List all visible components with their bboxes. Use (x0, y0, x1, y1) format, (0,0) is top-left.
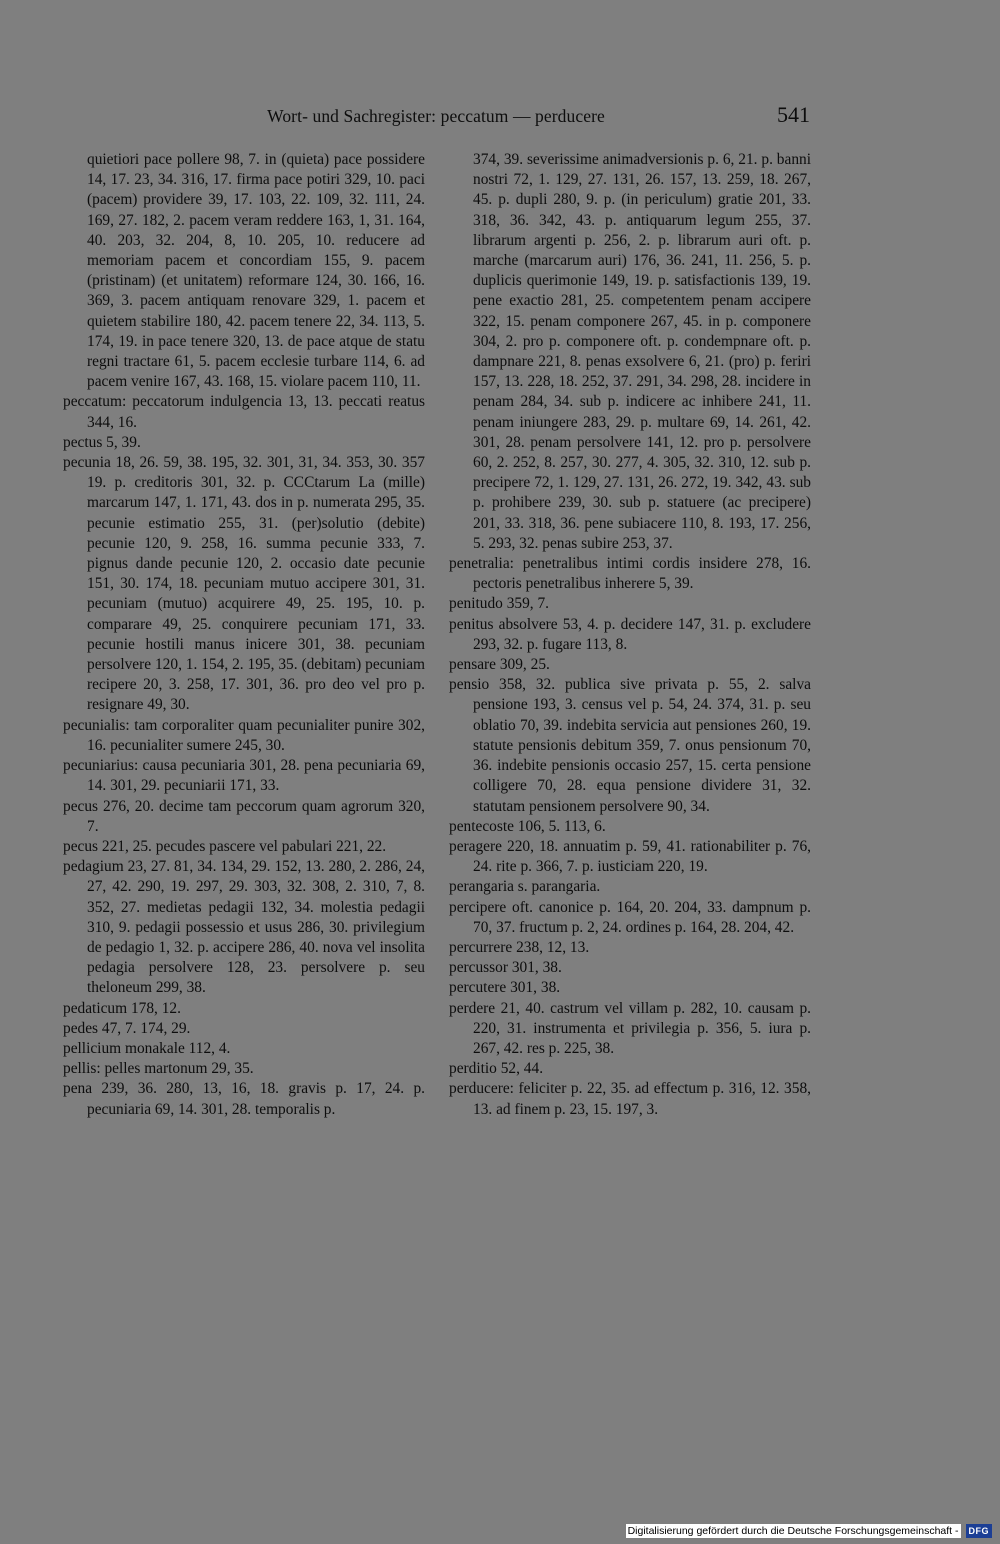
index-entry: pena 239, 36. 280, 13, 16, 18. gravis p. 17, 24. p. pecuniaria 69, 14. 301, 28. temporalis p. (63, 1080, 425, 1118)
index-entry: perditio 52, 44. (449, 1060, 544, 1078)
index-entry: peragere 220, 18. annuatim p. 59, 41. rationabiliter p. 76, 24. rite p. 366, 7. p. iusticiam 220, 19. (449, 837, 811, 876)
index-entry: pedes 47, 7. 174, 29. (63, 1019, 191, 1037)
index-entry: peccatum: peccatorum indulgencia 13, 13. peccati reatus 344, 16. (63, 393, 425, 431)
index-entry: pectus 5, 39. (63, 433, 141, 451)
index-entry: pensio 358, 32. publica sive privata p. 55, 2. salva pensione 193, 3. census vel p. 54, 24. 374, 31. p. seu oblatio 70, 39. indebita servicia aut pensiones 260, 19. statute pensionis debitum 359, 7. onus pensionum 70, 36. indebite pensionis occasio 257, 15. certa pensione colligere 70, 28. equa pensione dividere 31, 32. statutam pensionem persolvere 90, 34. (449, 676, 811, 815)
index-entry: 374, 39. severissime animadversionis p. 6, 21. p. banni nostri 72, 1. 129, 27. 131, 26. 157, 13. 259, 18. 267, 45. p. dupli 280, 9. p. (in periculum) gratie 201, 33. 318, 36. 342, 43. p. antiquarum legum 255, 37. librarum argenti p. 256, 2. p. librarum auri oft. p. marche (marcarum auri) 176, 36. 241, 11. 256, 5. p. duplicis querimonie 149, 19. p. satisfactionis 139, 19. pene exactio 281, 25. competentem penam accipere 322, 15. penam componere 267, 45. in p. componere 304, 2. pro p. componere oft. p. condempnare oft. p. dampnare 221, 8. penas exsolvere 6, 21. (pro) p. feriri 157, 13. 228, 18. 252, 37. 291, 34. 298, 28. incidere in penam 284, 34. sub p. indicere ac inhibere 241, 11. penam iniungere 283, 29. p. multare 69, 14. 261, 42. 301, 28. penam persolvere 141, 12. pro p. persolvere 60, 2. 252, 8. 257, 30. 277, 4. 305, 32. 310, 12. sub p. precipere 72, 1. 129, 27. 131, 26. 272, 19. 342, 43. sub p. prohibere 239, 30. sub p. statuere (ac precipere) 201, 33. 318, 36. pene subiacere 110, 8. 193, 17. 256, 5. 293, 32. penas subire 253, 37. (473, 151, 811, 552)
index-entry: penitus absolvere 53, 4. p. decidere 147, 31. p. excludere 293, 32. p. fugare 113, 8. (449, 615, 811, 653)
index-entry: penetralia: penetralibus intimi cordis insidere 278, 16. pectoris penetralibus inherere 5, 39. (449, 555, 811, 593)
index-entry: pentecoste 106, 5. 113, 6. (449, 817, 606, 835)
footer-credit (626, 1522, 992, 1540)
index-entry: pecunia 18, 26. 59, 38. 195, 32. 301, 31, 34. 353, 30. 357 19. p. creditoris 301, 32. p. CCCtarum La (mille) marcarum 147, 1. 171, 43. dos in p. numerata 295, 35. pecunie estimatio 255, 31. (per)solutio (debite) pecunie 120, 9. 258, 16. summa pecunie 333, 7. pignus dande pecunie 120, 2. occasio date pecunie 151, 30. 174, 18. pecuniam mutuo accipere 301, 31. pecuniam (mutuo) acquirere 49, 25. 195, 10. p. comparare 49, 25. conquirere pecuniam 171, 33. pecunie hostili manus inicere 301, 38. pecuniam persolvere 120, 1. 154, 2. 195, 35. (debitam) pecuniam recipere 20, 3. 258, 17. 301, 36. pro deo vel pro p. resignare 49, 30. (63, 454, 425, 714)
index-entry: percussor 301, 38. (449, 959, 562, 977)
index-entry: pecunialis: tam corporaliter quam pecunialiter punire 302, 16. pecunialiter sumere 245, 30. (63, 716, 425, 754)
index-entry: pedaticum 178, 12. (63, 999, 181, 1017)
index-entry: perducere: feliciter p. 22, 35. ad effectum p. 316, 12. 358, 13. ad finem p. 23, 15. 197, 3. (449, 1080, 811, 1118)
index-entry: percipere oft. canonice p. 164, 20. 204, 33. dampnum p. 70, 37. fructum p. 2, 24. ordines p. 164, 28. 204, 42. (449, 898, 811, 936)
footer-text: Digitalisierung gefördert durch die Deutsche Forschungsgemeinschaft - (627, 1525, 959, 1537)
page-number: 541 (777, 102, 810, 127)
index-entry: pellis: pelles martonum 29, 35. (63, 1060, 254, 1078)
index-entry: pecus 276, 20. decime tam peccorum quam agrorum 320, 7. (63, 797, 425, 835)
index-entry: pensare 309, 25. (449, 656, 550, 674)
index-entry: pedagium 23, 27. 81, 34. 134, 29. 152, 13. 280, 2. 286, 24, 27, 42. 290, 19. 297, 29. 303, 32. 308, 2. 310, 7, 8. 352, 27. medietas pedagii 132, 34. molestia pedagii 310, 9. pedagii possessio et usus 286, 30. privilegium de pedagio 1, 32. p. accipere 286, 40. nova vel insolita pedagia persolvere 128, 23. persolvere p. seu theloneum 299, 38. (63, 858, 425, 997)
dfg-logo: DFG (966, 1524, 993, 1538)
index-entry: quietiori pace pollere 98, 7. in (quieta) pace possidere 14, 17. 23, 34. 316, 17. firma pace potiri 329, 10. paci (pacem) providere 39, 17. 103, 22. 109, 32. 111, 24. 169, 27. 182, 2. pacem veram reddere 163, 1, 31. 164, 40. 203, 32. 204, 8, 10. 205, 10. reducere ad memoriam pacem et concordiam 155, 9. pacem (pristinam) (et unitatem) reformare 124, 30. 166, 16. 369, 3. pacem antiquam renovare 329, 1. pacem et quietem stabilire 180, 42. pacem tenere 22, 34. 113, 5. 174, 19. in pace tenere 320, 13. de pace atque de statu regni tractare 61, 5. pacem ecclesie turbare 114, 6. ad pacem venire 167, 43. 168, 15. violare pacem 110, 11. (87, 151, 425, 391)
index-entry: pecuniarius: causa pecuniaria 301, 28. pena pecuniaria 69, 14. 301, 29. pecuniarii 171, 33. (63, 757, 425, 795)
index-entry: pecus 221, 25. pecudes pascere vel pabulari 221, 22. (63, 837, 387, 855)
index-entry: percurrere 238, 12, 13. (449, 938, 590, 956)
index-entry: perangaria s. parangaria. (449, 878, 601, 896)
right-column (449, 150, 811, 1120)
index-entry: penitudo 359, 7. (449, 595, 550, 613)
header-title: Wort- und Sachregister: peccatum — perducere (267, 106, 605, 126)
index-entry: percutere 301, 38. (449, 979, 561, 997)
index-entry: pellicium monakale 112, 4. (63, 1039, 231, 1057)
index-entry: perdere 21, 40. castrum vel villam p. 282, 10. causam p. 220, 31. instrumenta et privilegia p. 356, 5. iura p. 267, 42. res p. 225, 38. (449, 999, 811, 1057)
left-column (63, 150, 425, 1120)
running-header (62, 102, 810, 132)
